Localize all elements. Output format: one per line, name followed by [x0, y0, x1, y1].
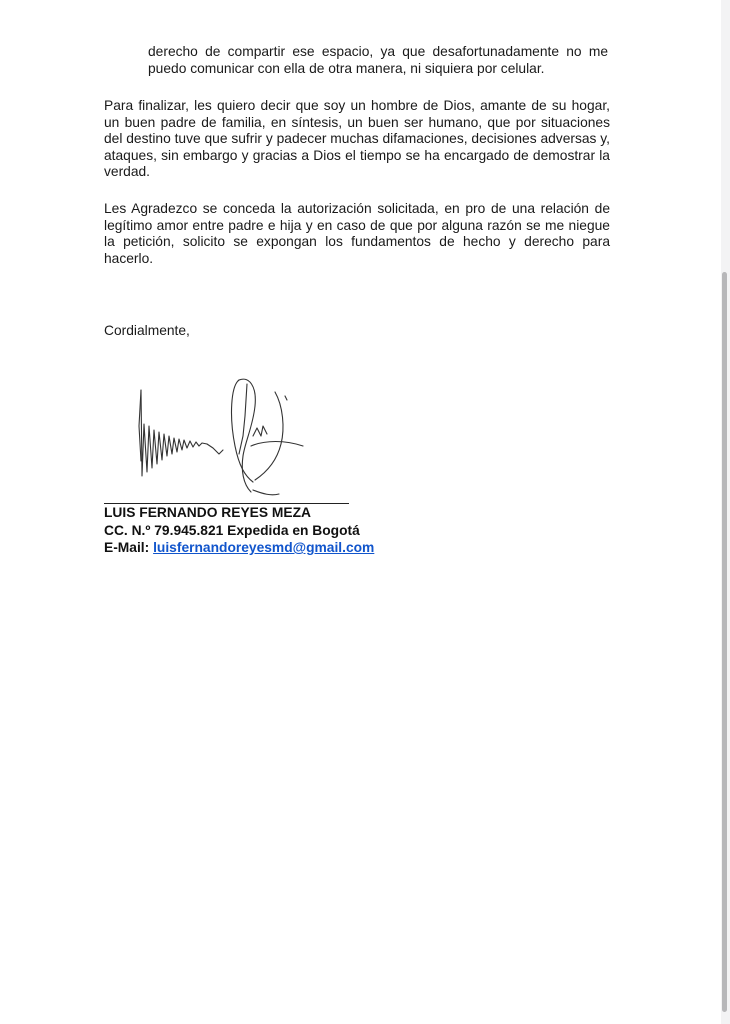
handwritten-signature: [135, 376, 315, 498]
signer-email-row: [104, 540, 374, 555]
closing-salutation: Cordialmente,: [104, 323, 190, 338]
indented-paragraph: derecho de compartir ese espacio, ya que desafortunadamente no me puedo comunicar con ella de otra manera, ni siquiera por celular.: [148, 44, 608, 76]
closing-statement-paragraph: Para finalizar, les quiero decir que soy un hombre de Dios, amante de su hogar, un buen padre de familia, en síntesis, un buen ser humano, que por situaciones del destino tuve que sufrir y padecer muchas difamaciones, decisiones adversas y, ataques, sin embargo y gracias a Dios el tiempo se ha encargado de demostrar la verdad.: [104, 98, 610, 180]
signer-id: CC. N.º 79.945.821 Expedida en Bogotá: [104, 523, 360, 538]
signer-name: LUIS FERNANDO REYES MEZA: [104, 505, 311, 520]
scrollbar-thumb[interactable]: [722, 272, 727, 1012]
signature-line: [104, 503, 349, 504]
email-link[interactable]: luisfernandoreyesmd@gmail.com: [153, 540, 375, 555]
request-paragraph: Les Agradezco se conceda la autorización solicitada, en pro de una relación de legítimo amor entre padre e hija y en caso de que por alguna razón se me niegue la petición, solicito se expongan los fundamentos de hecho y derecho para hacerlo.: [104, 201, 610, 266]
email-label: E-Mail:: [104, 540, 150, 555]
